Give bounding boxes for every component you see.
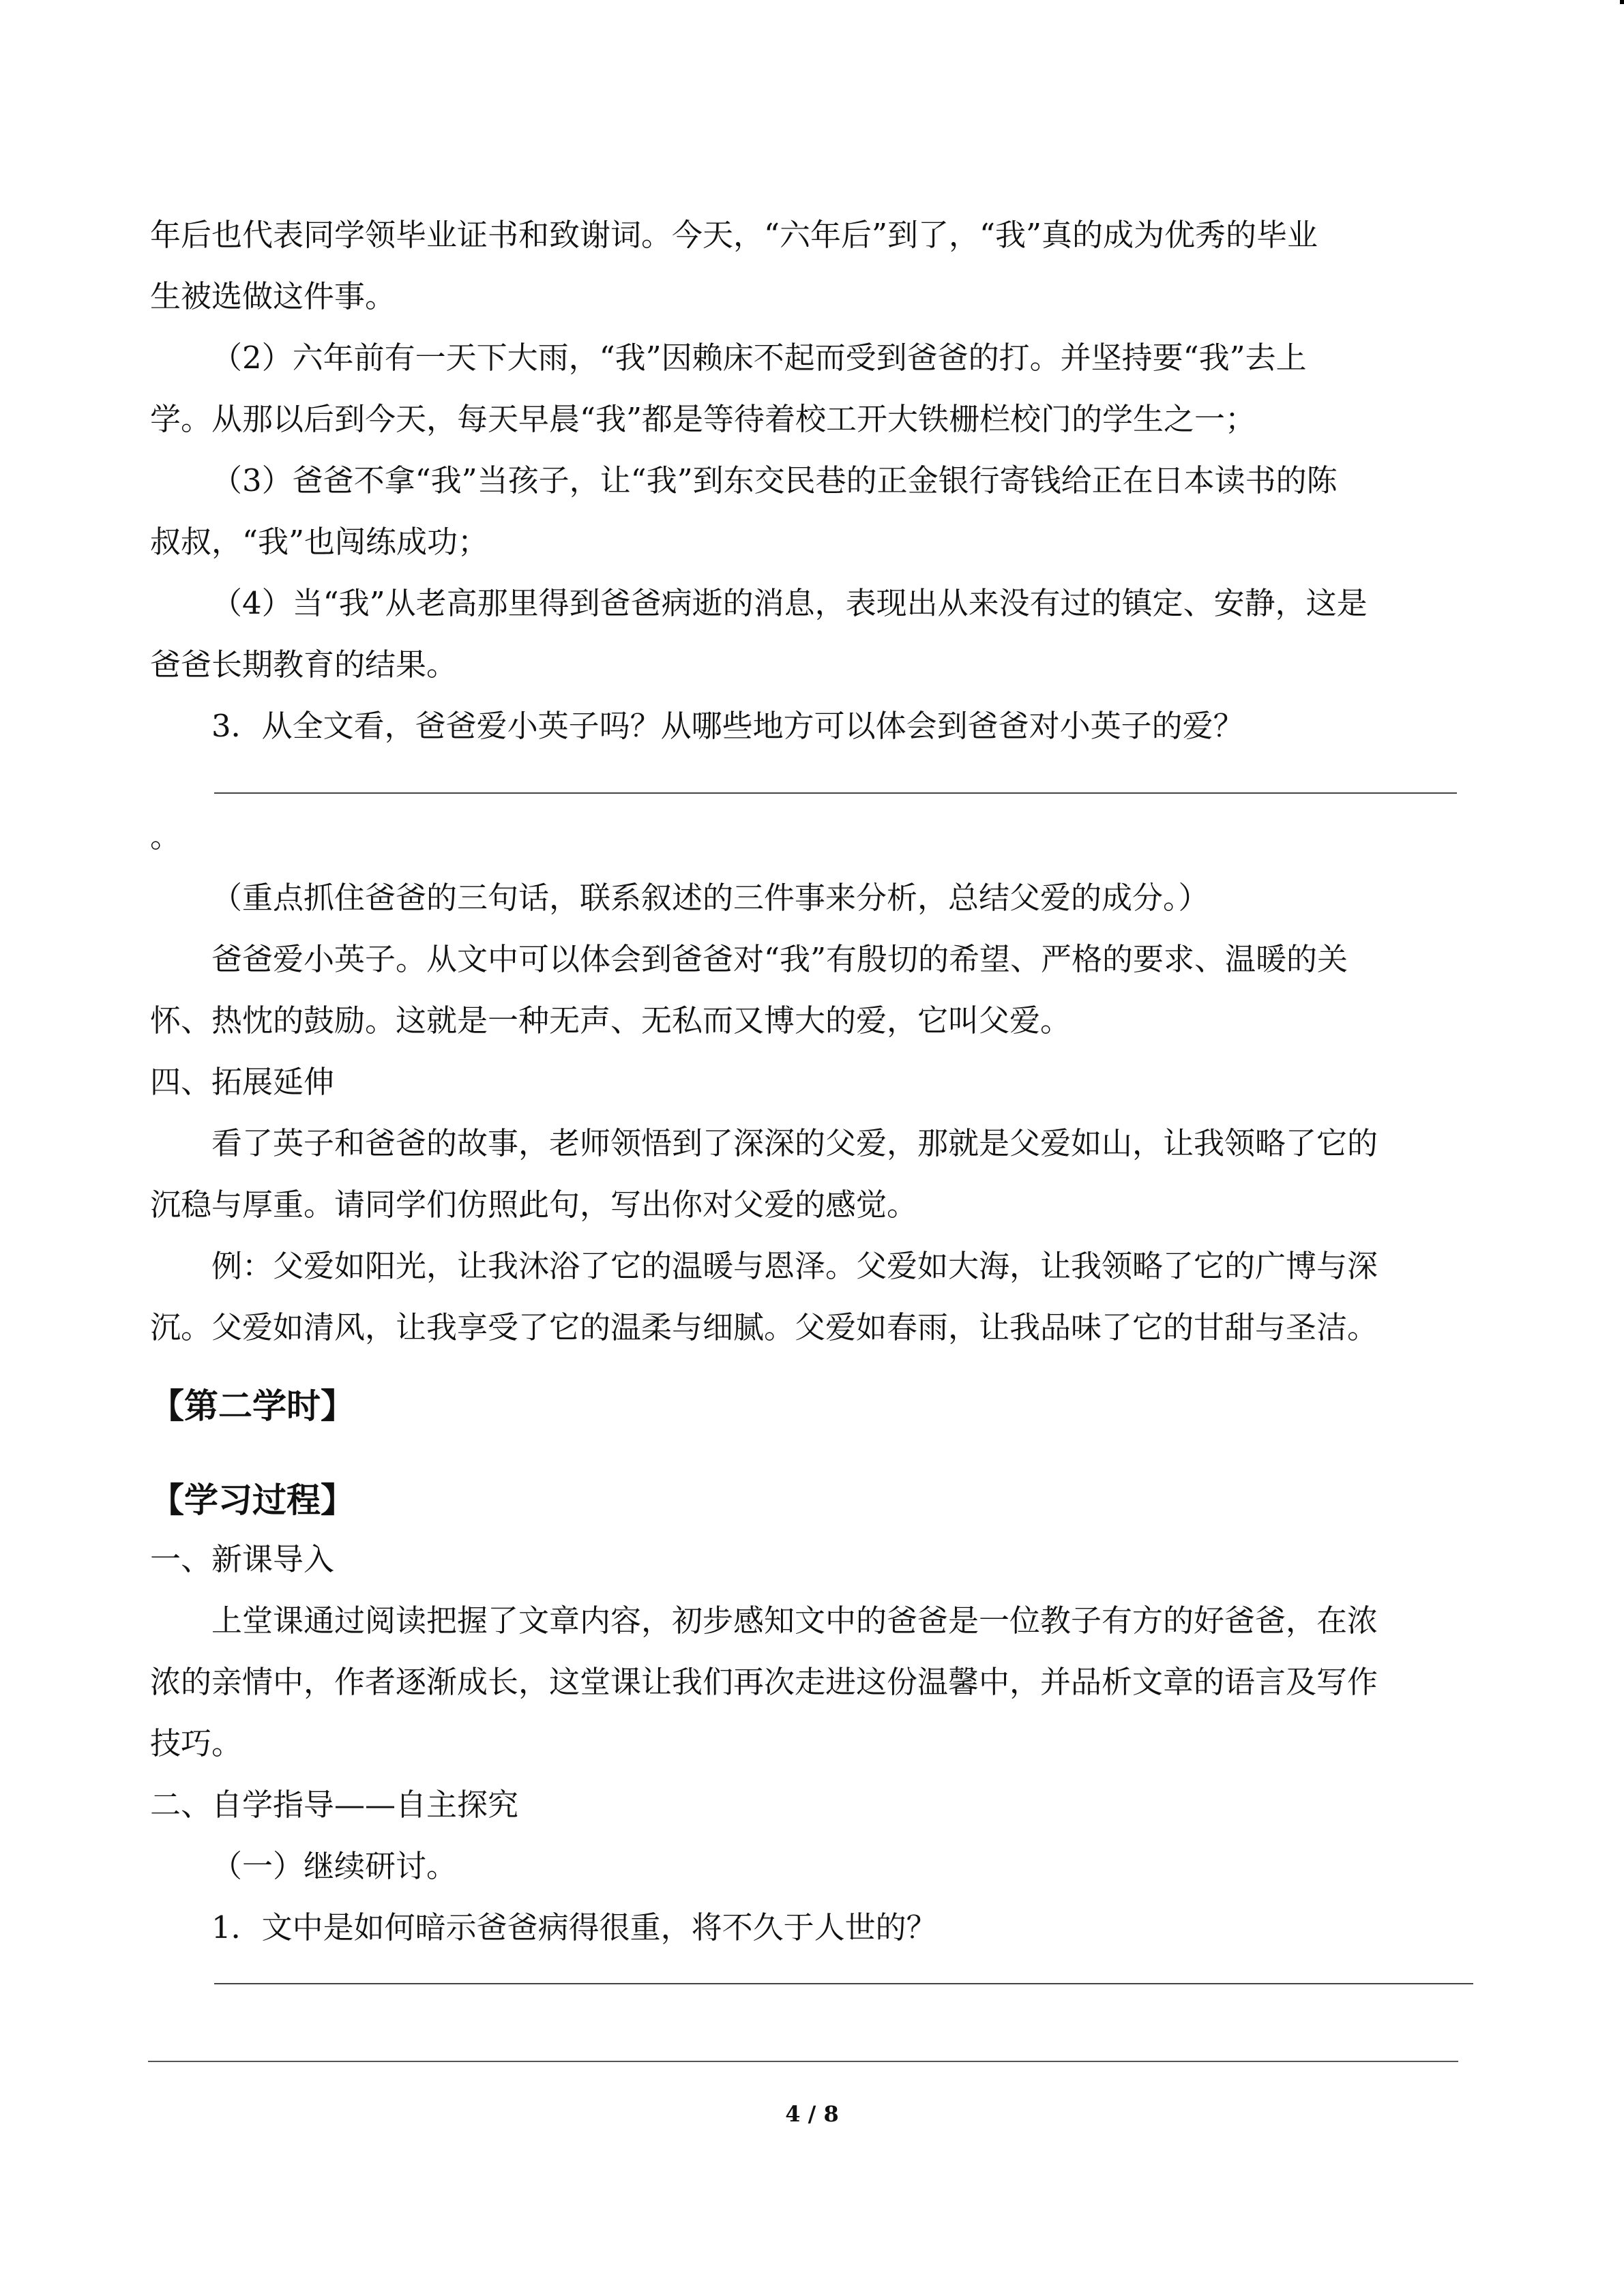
hint-text: （重点抓住爸爸的三句话，联系叙述的三件事来分析，总结父爱的成分。）	[211, 880, 1209, 916]
section-heading-intro: 一、新课导入	[150, 1541, 335, 1577]
example-line: 例：父爱如阳光，让我沐浴了它的温暖与恩泽。父爱如大海，让我领略了它的广博与深	[211, 1248, 1378, 1284]
paragraph-line: 看了英子和爸爸的故事，老师领悟到了深深的父爱，那就是父爱如山，让我领略了它的	[211, 1125, 1378, 1161]
paragraph-line: 年后也代表同学领毕业证书和致谢词。今天，“六年后”到了，“我”真的成为优秀的毕业	[150, 217, 1318, 253]
paragraph-line: （2）六年前有一天下大雨，“我”因赖床不起而受到爸爸的打。并坚持要“我”去上	[211, 340, 1307, 376]
page-number: 4 / 8	[785, 2101, 839, 2127]
paragraph-line: 技巧。	[150, 1725, 243, 1761]
paragraph-line: 叔叔，“我”也闯练成功；	[150, 524, 489, 560]
question-3: 3．从全文看，爸爸爱小英子吗？从哪些地方可以体会到爸爸对小英子的爱？	[211, 708, 1244, 744]
example-line: 沉。父爱如清风，让我享受了它的温柔与细腻。父爱如春雨，让我品味了它的甘甜与圣洁。	[150, 1309, 1378, 1345]
subsection-heading: （一）继续研讨。	[211, 1848, 458, 1884]
question-1: 1．文中是如何暗示爸爸病得很重，将不久于人世的？	[211, 1909, 937, 1945]
corner-mark	[1620, 0, 1624, 4]
paragraph-line: （3）爸爸不拿“我”当孩子，让“我”到东交民巷的正金银行寄钱给正在日本读书的陈	[211, 462, 1338, 498]
section-heading-self-study: 二、自学指导——自主探究	[150, 1787, 519, 1823]
answer-line: 爸爸爱小英子。从文中可以体会到爸爸对“我”有殷切的希望、严格的要求、温暖的关	[211, 941, 1348, 977]
paragraph-line: 学。从那以后到今天，每天早晨“我”都是等待着校工开大铁栅栏校门的学生之一；	[150, 401, 1256, 437]
answer-line: 怀、热忱的鼓励。这就是一种无声、无私而又博大的爱，它叫父爱。	[150, 1002, 1072, 1039]
paragraph-line: 爸爸长期教育的结果。	[150, 646, 458, 683]
section-heading-extension: 四、拓展延伸	[150, 1064, 335, 1100]
paragraph-line: （4）当“我”从老高那里得到爸爸病逝的消息，表现出从来没有过的镇定、安静，这是	[211, 585, 1368, 621]
answer-blank-line[interactable]	[214, 792, 1457, 794]
paragraph-line: 浓的亲情中，作者逐渐成长，这堂课让我们再次走进这份温馨中，并品析文章的语言及写作	[150, 1664, 1378, 1700]
heading-second-lesson: 【第二学时】	[150, 1386, 355, 1426]
heading-learning-process: 【学习过程】	[150, 1480, 355, 1520]
paragraph-line: 生被选做这件事。	[150, 278, 396, 314]
document-body	[150, 205, 1473, 1984]
answer-blank-line[interactable]	[214, 1983, 1473, 1984]
answer-period: 。	[150, 818, 181, 854]
paragraph-line: 沉稳与厚重。请同学们仿照此句，写出你对父爱的感觉。	[150, 1187, 918, 1223]
paragraph-line: 上堂课通过阅读把握了文章内容，初步感知文中的爸爸是一位教子有方的好爸爸，在浓	[211, 1602, 1378, 1639]
footer-divider	[148, 2061, 1458, 2062]
